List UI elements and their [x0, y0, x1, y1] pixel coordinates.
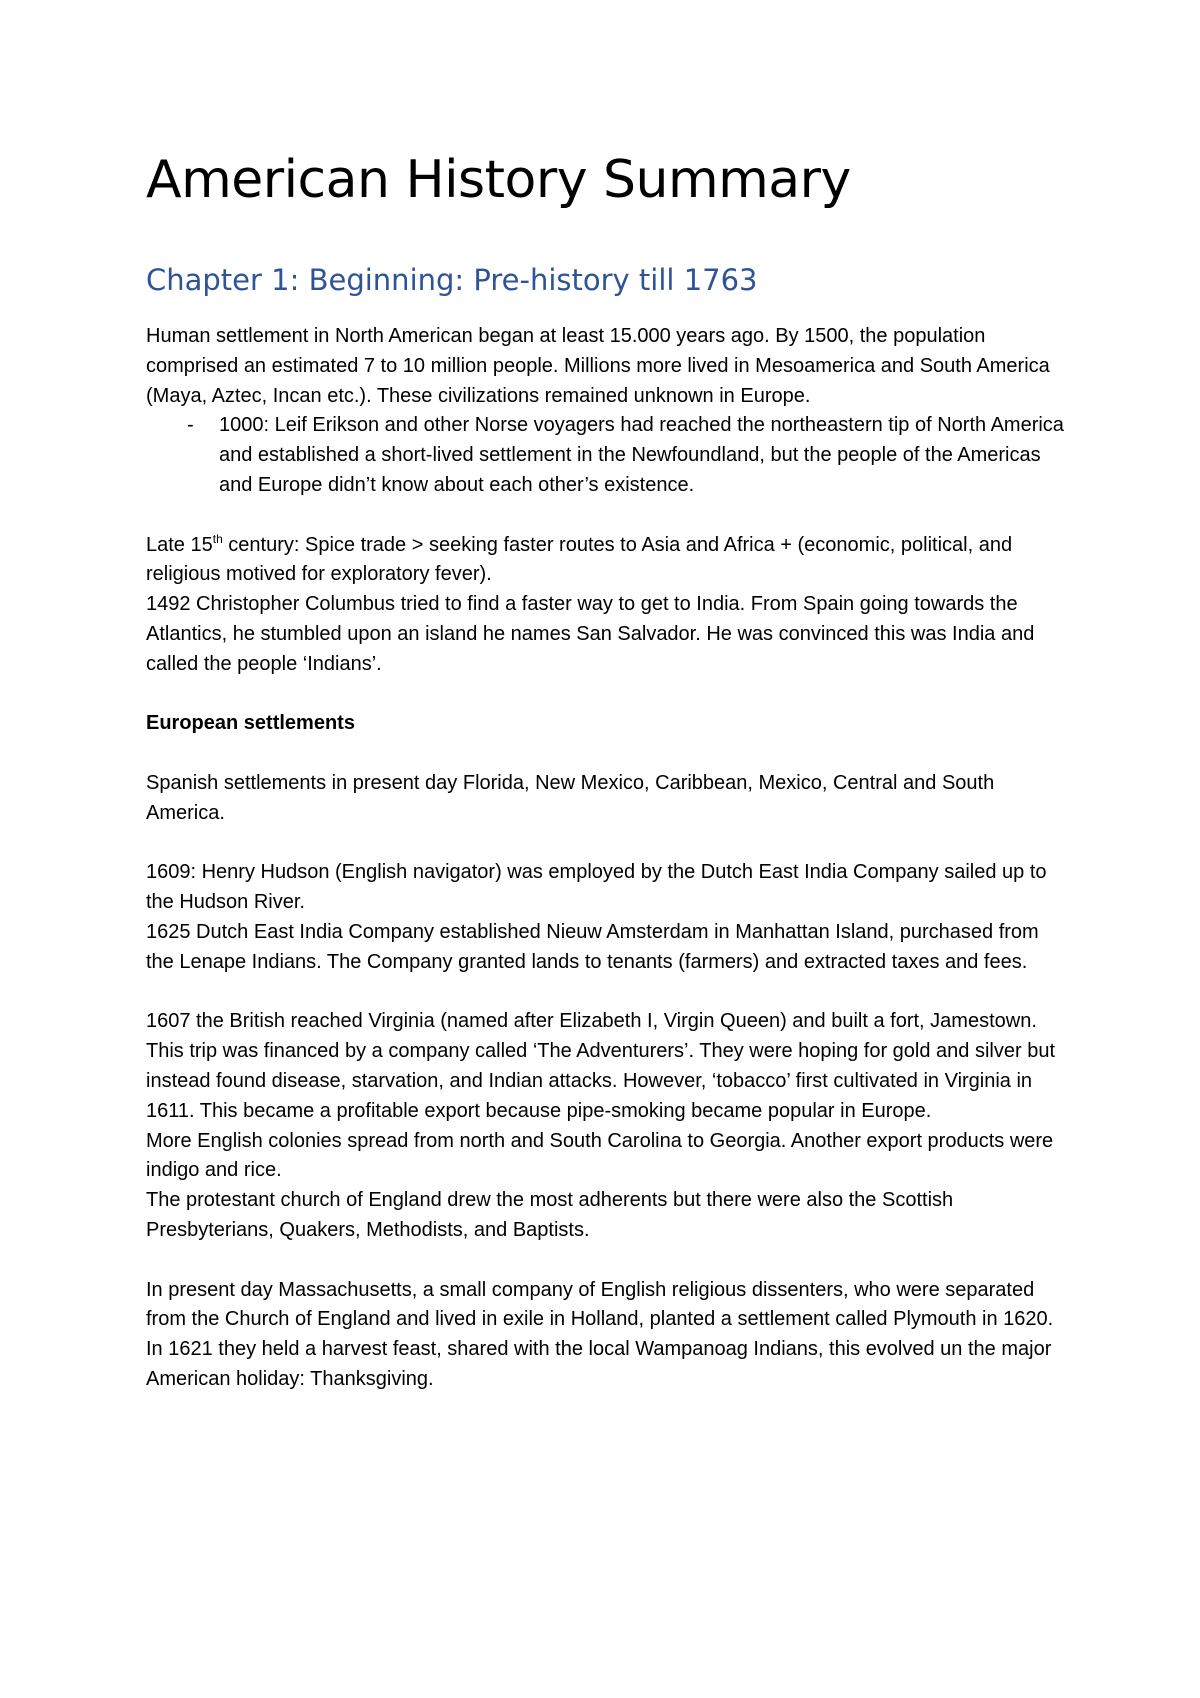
- paragraph-gap: [146, 501, 1066, 531]
- plymouth-paragraph: In present day Massachusetts, a small company of English religious dissenters, who were separated from the Church of England and lived in exile in Holland, planted a settlement called Plymouth in 1620.: [146, 1278, 1054, 1331]
- paragraph-gap: [146, 1246, 1066, 1276]
- late15-superscript: th: [212, 531, 223, 546]
- hudson-paragraph: 1609: Henry Hudson (English navigator) was employed by the Dutch East India Company sailed up to the Hudson River.: [146, 861, 1047, 914]
- paragraph-gap: [146, 978, 1066, 1008]
- bullet-text: 1000: Leif Erikson and other Norse voyagers had reached the northeastern tip of North America and established a short-lived settlement in the Newfoundland, but the people of the Americas and Europe didn’t know about each other’s existence.: [219, 414, 1064, 496]
- church-paragraph: The protestant church of England drew the most adherents but there were also the Scottish Presbyterians, Quakers, Methodists, and Baptists.: [146, 1189, 954, 1241]
- dutch-paragraph: 1625 Dutch East India Company established Nieuw Amsterdam in Manhattan Island, purchased from the Lenape Indians. The Company granted lands to tenants (farmers) and extracted taxes and fees.: [146, 920, 1039, 973]
- paragraph-gap: [146, 829, 1066, 859]
- late-15th-century-paragraph: [146, 531, 1066, 591]
- british-paragraph: 1607 the British reached Virginia (named after Elizabeth I, Virgin Queen) and built a fort, Jamestown. This trip was financed by a company called ‘The Adventurers’. They were hoping for gold and silver but instead found disease, starvation, and Indian attacks. However, ‘tobacco’ first cultivated in Virginia in 1611. This became a profitable export because pipe-smoking became popular in Europe.: [146, 1010, 1056, 1122]
- list-item: [146, 411, 1066, 500]
- chapter-heading: Chapter 1: Beginning: Pre-history till 1763: [146, 263, 758, 297]
- document-title: American History Summary: [146, 150, 851, 210]
- paragraph-gap: [146, 680, 1066, 710]
- thanksgiving-paragraph: In 1621 they held a harvest feast, shared with the local Wampanoag Indians, this evolved un the major American holiday: Thanksgiving.: [146, 1338, 1052, 1390]
- columbus-paragraph: 1492 Christopher Columbus tried to find a faster way to get to India. From Spain going towards the Atlantics, he stumbled upon an island he names San Salvador. He was convinced this was India and called the people ‘Indians’.: [146, 593, 1035, 675]
- colonies-paragraph: More English colonies spread from north and South Carolina to Georgia. Another export products were indigo and rice.: [146, 1129, 1054, 1182]
- document-page: [146, 140, 1066, 1395]
- bullet-list: [146, 411, 1066, 500]
- paragraph-gap: [146, 739, 1066, 769]
- intro-paragraph: Human settlement in North American began at least 15.000 years ago. By 1500, the population comprised an estimated 7 to 10 million people. Millions more lived in Mesoamerica and South America (Maya, Aztec, Incan etc.). These civilizations remained unknown in Europe.: [146, 325, 1050, 407]
- bullet-marker: -: [187, 414, 194, 437]
- late15-rest: century: Spice trade > seeking faster routes to Asia and Africa + (economic, political, and religious motived for exploratory fever).: [146, 533, 1013, 586]
- spanish-settlements-paragraph: Spanish settlements in present day Florida, New Mexico, Caribbean, Mexico, Central and South America.: [146, 771, 995, 824]
- section-heading: European settlements: [146, 712, 355, 735]
- late15-prefix: Late 15: [146, 533, 213, 556]
